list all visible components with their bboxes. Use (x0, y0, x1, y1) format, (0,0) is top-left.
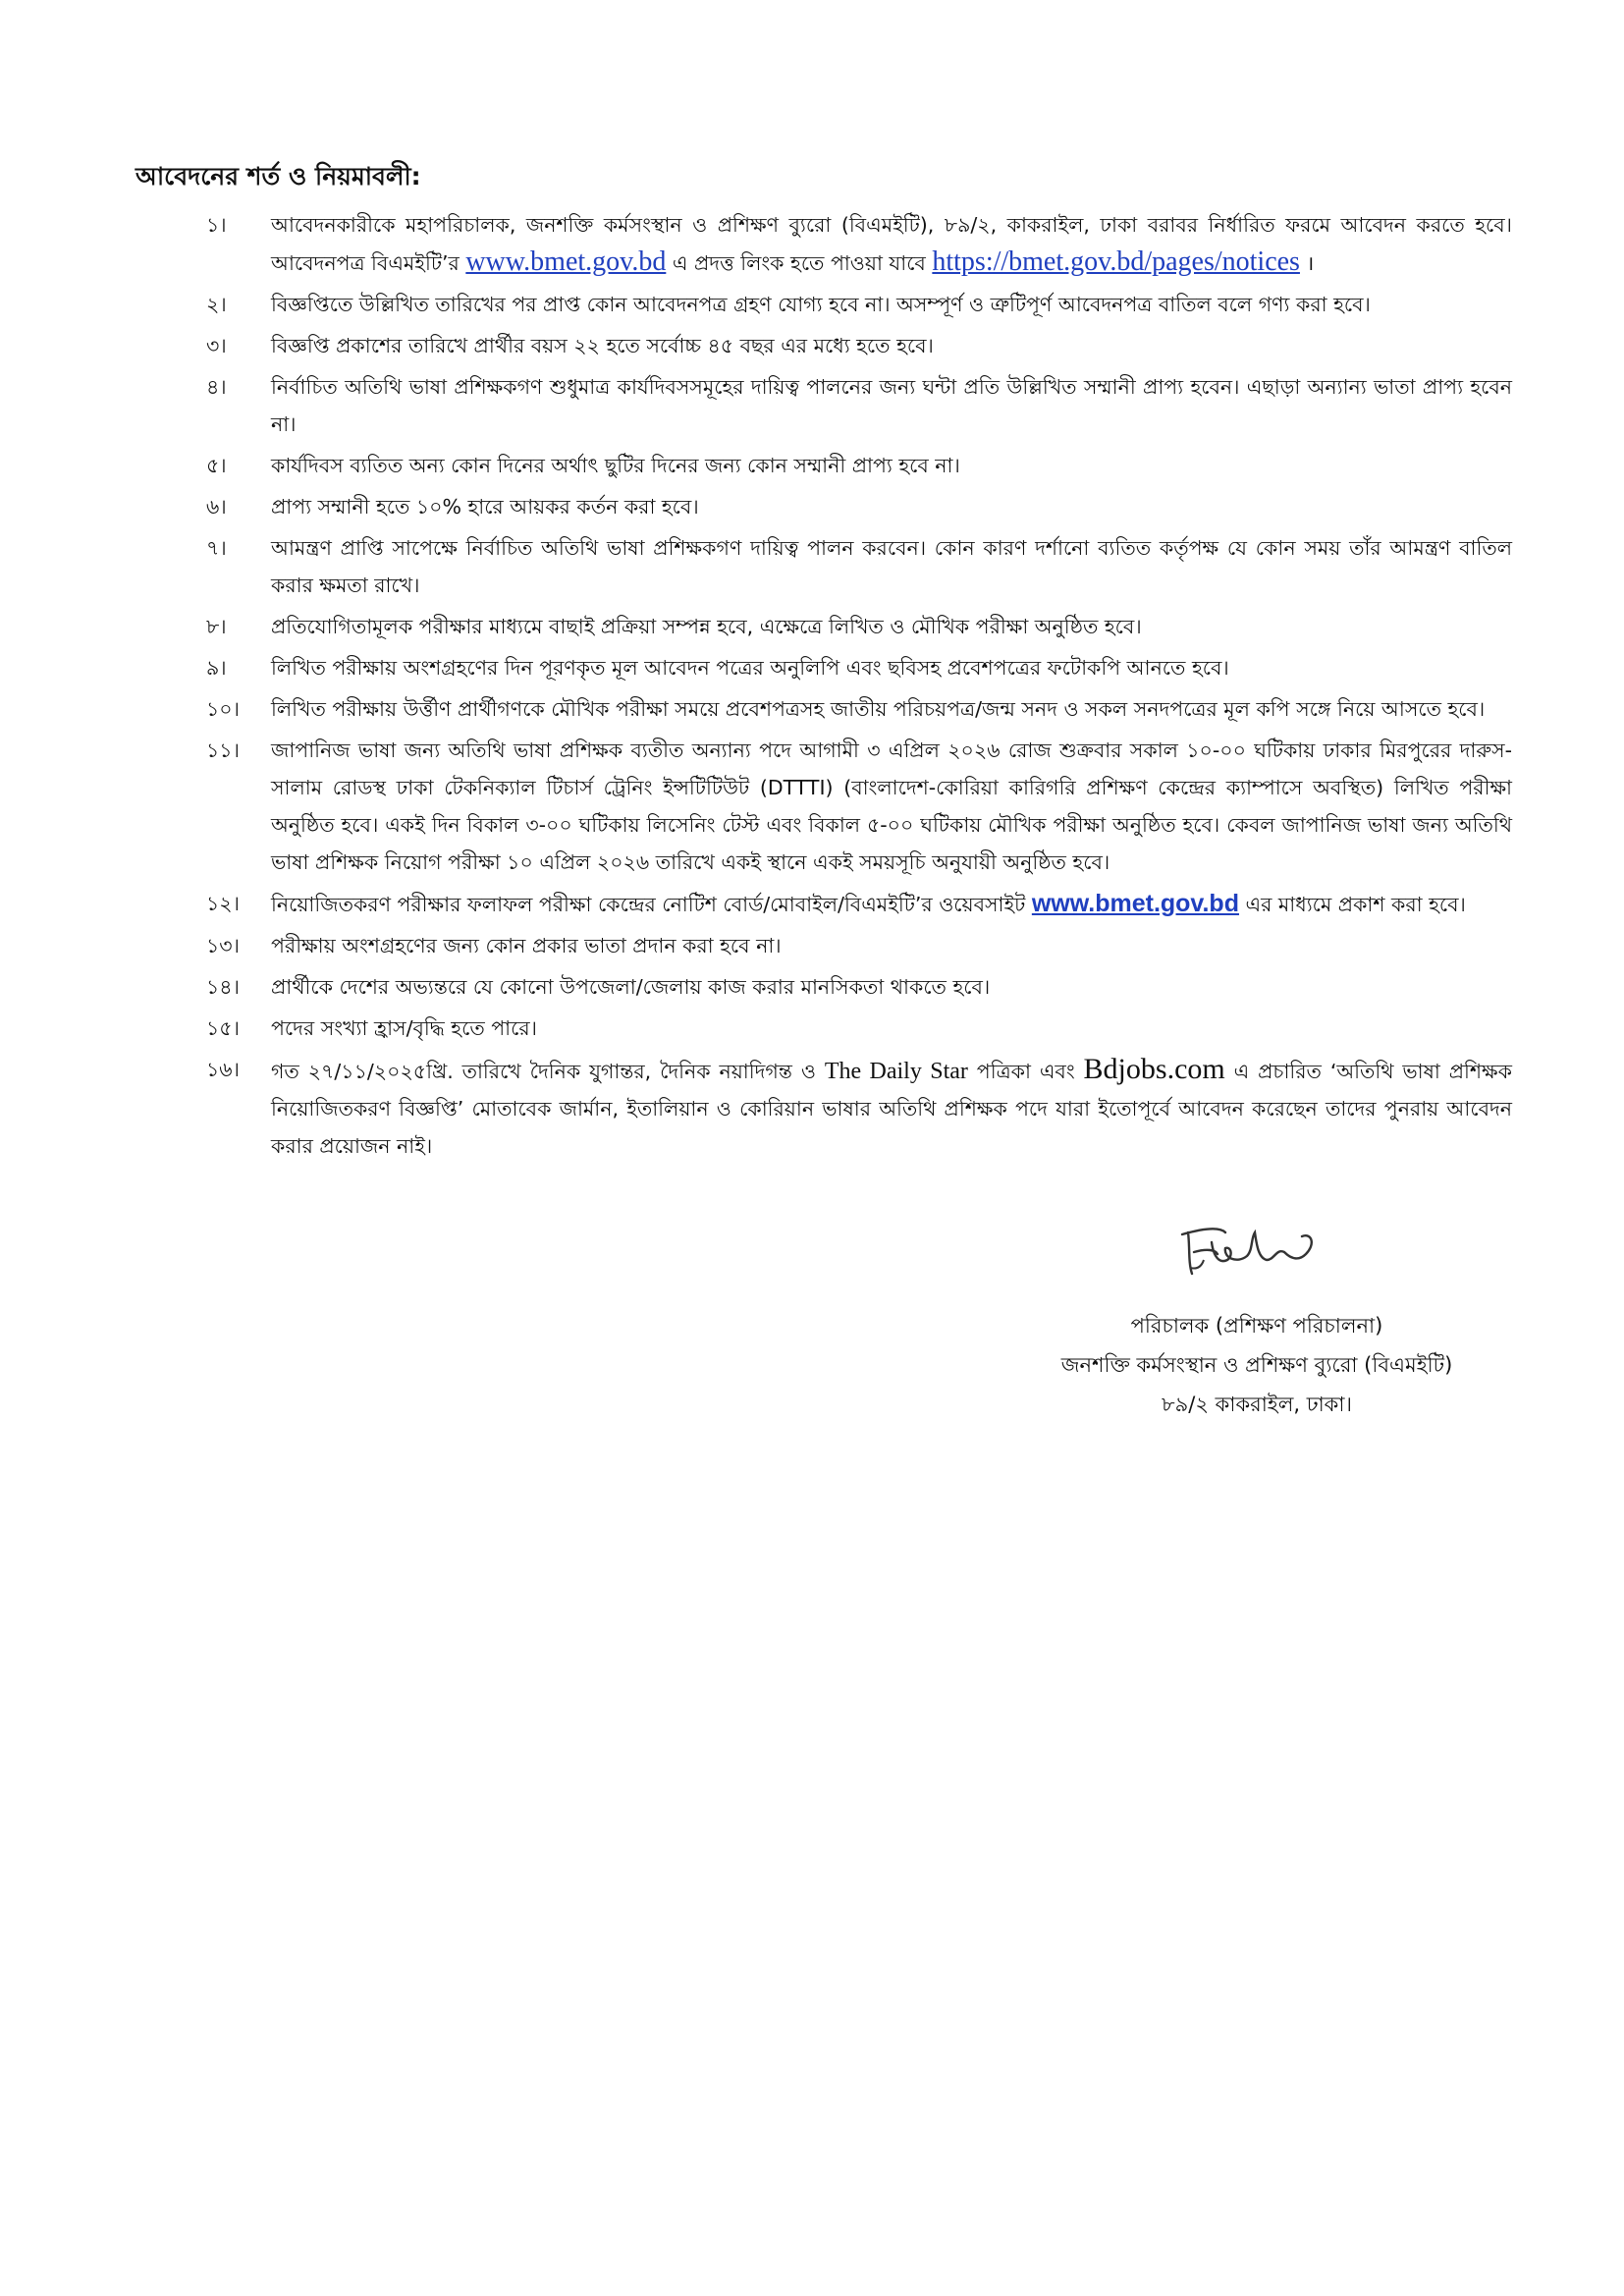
condition-text-part: এ প্রচারিত ‘অতিথি ভাষা প্রশিক্ষক নিয়োজিতকরণ বিজ্ঞপ্তি’ মোতাবেক জার্মান, ইতালিয়ান ও কোরিয়ান ভাষার অতিথি প্রশিক্ষক পদে যারা ইতোপূর্বে আবেদন করেছেন তাদের পুনরায় আবেদন করার প্রয়োজন নাই। (271, 1060, 1513, 1158)
condition-item (206, 447, 1512, 484)
condition-text-part: গত ২৭/১১/২০২৫খ্রি. তারিখে দৈনিক যুগান্তর, দৈনিক নয়াদিগন্ত ও (271, 1060, 825, 1083)
condition-item (206, 927, 1512, 964)
condition-text-part: প্রার্থীকে দেশের অভ্যন্তরে যে কোনো উপজেলা/জেলায় কাজ করার মানসিকতা থাকতে হবে। (271, 975, 991, 999)
condition-text (271, 447, 1512, 484)
condition-item (206, 690, 1512, 728)
condition-text-part: প্রতিযোগিতামূলক পরীক্ষার মাধ্যমে বাছাই প্রক্রিয়া সম্পন্ন হবে, এক্ষেত্রে লিখিত ও মৌখিক পরীক্ষা অনুষ্ঠিত হবে। (271, 615, 1142, 638)
signatory-block (982, 1306, 1532, 1424)
condition-text-part: আমন্ত্রণ প্রাপ্তি সাপেক্ষে নির্বাচিত অতিথি ভাষা প্রশিক্ষকগণ দায়িত্ব পালন করবেন। কোন কারণ দর্শানো ব্যতিত কর্তৃপক্ষ যে কোন সময় তাঁর আমন্ত্রণ বাতিল করার ক্ষমতা রাখে। (271, 536, 1512, 597)
website-link[interactable]: https://bmet.gov.bd/pages/notices (932, 246, 1300, 277)
condition-item (206, 286, 1512, 323)
condition-number: ১৪। (206, 975, 240, 999)
condition-text-part: এর মাধ্যমে প্রকাশ করা হবে। (1238, 893, 1466, 916)
condition-text-part: লিখিত পরীক্ষায় অংশগ্রহণের দিন পূরণকৃত মূল আবেদন পত্রের অনুলিপি এবং ছবিসহ প্রবেশপত্রের ফটোকপি আনতে হবে। (271, 656, 1229, 680)
condition-text-part: প্রাপ্য সম্মানী হতে ১০% হারে আয়কর কর্তন করা হবে। (271, 495, 699, 519)
condition-text-part: বিজ্ঞপ্তিতে উল্লিখিত তারিখের পর প্রাপ্ত কোন আবেদনপত্র গ্রহণ যোগ্য হবে না। অসম্পূর্ণ ও ত্রুটিপূর্ণ আবেদনপত্র বাতিল বলে গণ্য করা হবে। (271, 293, 1371, 316)
condition-text-part: এ প্রদত্ত লিংক হতে পাওয়া যাবে (666, 251, 933, 275)
condition-text (271, 649, 1512, 686)
condition-text-part: নির্বাচিত অতিথি ভাষা প্রশিক্ষকগণ শুধুমাত্র কার্যদিবসসমূহের দায়িত্ব পালনের জন্য ঘন্টা প্রতি উল্লিখিত সম্মানী প্রাপ্য হবেন। এছাড়া অন্যান্য ভাতা প্রাপ্য হবেন না। (271, 375, 1512, 436)
condition-text (271, 885, 1512, 923)
condition-item (206, 885, 1512, 923)
condition-number: ২। (206, 293, 227, 316)
condition-text (271, 608, 1512, 645)
condition-number: ১০। (206, 697, 240, 721)
condition-number: ১১। (206, 738, 240, 762)
condition-text-part: বিজ্ঞপ্তি প্রকাশের তারিখে প্রার্থীর বয়স ২২ হতে সর্বোচ্চ ৪৫ বছর এর মধ্যে হতে হবে। (271, 334, 934, 357)
conditions-list (206, 206, 1512, 1169)
condition-number: ৯। (206, 656, 227, 680)
condition-item (206, 968, 1512, 1006)
signatory-address: ৮৯/২ কাকরাইল, ঢাকা। (1162, 1393, 1352, 1416)
condition-number: ১৬। (206, 1058, 240, 1081)
signatory-title: পরিচালক (প্রশিক্ষণ পরিচালনা) (1130, 1314, 1383, 1338)
condition-text (271, 1010, 1512, 1047)
condition-text (271, 286, 1512, 323)
condition-number: ৭। (206, 536, 227, 560)
condition-item (206, 732, 1512, 881)
condition-text-part: The Daily Star (824, 1059, 968, 1084)
condition-number: ১৫। (206, 1016, 240, 1040)
condition-text (271, 206, 1512, 282)
condition-text (271, 529, 1512, 604)
condition-text-part: পত্রিকা এবং (967, 1060, 1084, 1083)
condition-text-part: পদের সংখ্যা হ্রাস/বৃদ্ধি হতে পারে। (271, 1016, 537, 1040)
condition-text-part: আবেদনকারীকে মহাপরিচালক, জনশক্তি কর্মসংস্থান ও প্রশিক্ষণ ব্যুরো (বিএমইটি), ৮৯/২, কাকরাইল, ঢাকা বরাবর নির্ধারিত ফরমে আবেদন করতে হবে। আবেদনপত্র বিএমইটি’র (271, 213, 1512, 275)
condition-number: ৬। (206, 495, 227, 519)
website-link[interactable]: www.bmet.gov.bd (465, 246, 667, 277)
condition-text-part: । (1299, 251, 1315, 275)
website-link[interactable]: www.bmet.gov.bd (1031, 890, 1239, 917)
page-heading: আবেদনের শর্ত ও নিয়মাবলী: (135, 162, 421, 191)
condition-item (206, 327, 1512, 364)
condition-text (271, 732, 1512, 881)
condition-number: ৫। (206, 454, 227, 477)
condition-text (271, 1051, 1512, 1165)
condition-text (271, 327, 1512, 364)
condition-item (206, 488, 1512, 525)
condition-text-part: লিখিত পরীক্ষায় উর্ত্তীণ প্রার্থীগণকে মৌখিক পরীক্ষা সময়ে প্রবেশপত্রসহ জাতীয় পরিচয়পত্র/জন্ম সনদ ও সকল সনদপত্রের মূল কপি সঙ্গে নিয়ে আসতে হবে। (271, 697, 1486, 721)
condition-text-part: কার্যদিবস ব্যতিত অন্য কোন দিনের অর্থাৎ ছুটির দিনের জন্য কোন সম্মানী প্রাপ্য হবে না। (271, 454, 960, 477)
condition-text (271, 968, 1512, 1006)
condition-text (271, 368, 1512, 443)
condition-item (206, 529, 1512, 604)
condition-text (271, 488, 1512, 525)
signature-image (1168, 1203, 1335, 1291)
condition-item (206, 1051, 1512, 1165)
signatory-organization: জনশক্তি কর্মসংস্থান ও প্রশিক্ষণ ব্যুরো (বিএমইটি) (1060, 1353, 1453, 1377)
condition-number: ৪। (206, 375, 227, 399)
condition-text (271, 927, 1512, 964)
condition-item (206, 649, 1512, 686)
condition-number: ৩। (206, 334, 227, 357)
condition-item (206, 206, 1512, 282)
condition-item (206, 608, 1512, 645)
condition-text-part: জাপানিজ ভাষা জন্য অতিথি ভাষা প্রশিক্ষক ব্যতীত অন্যান্য পদে আগামী ৩ এপ্রিল ২০২৬ রোজ শুক্রবার সকাল ১০-০০ ঘটিকায় ঢাকার মিরপুরের দারুস-সালাম রোডস্থ ঢাকা টেকনিক্যাল টিচার্স ট্রেনিং ইন্সটিটিউট (DTTTI) (বাংলাদেশ-কোরিয়া কারিগরি প্রশিক্ষণ কেন্দ্রের ক্যাম্পাসে অবস্থিত) লিখিত পরীক্ষা অনুষ্ঠিত হবে। একই দিন বিকাল ৩-০০ ঘটিকায় লিসেনিং টেস্ট এবং বিকাল ৫-০০ ঘটিকায় মৌখিক পরীক্ষা অনুষ্ঠিত হবে। কেবল জাপানিজ ভাষা জন্য অতিথি ভাষা প্রশিক্ষক নিয়োগ পরীক্ষা ১০ এপ্রিল ২০২৬ তারিখে একই স্থানে একই সময়সূচি অনুযায়ী অনুষ্ঠিত হবে। (271, 738, 1512, 874)
condition-number: ১২। (206, 892, 240, 915)
condition-text (271, 690, 1512, 728)
condition-number: ৮। (206, 615, 227, 638)
condition-number: ১৩। (206, 934, 240, 957)
condition-item (206, 368, 1512, 443)
condition-number: ১। (206, 213, 227, 237)
condition-text-part: পরীক্ষায় অংশগ্রহণের জন্য কোন প্রকার ভাতা প্রদান করা হবে না। (271, 934, 782, 957)
condition-text-part: নিয়োজিতকরণ পরীক্ষার ফলাফল পরীক্ষা কেন্দ্রের নোটিশ বোর্ড/মোবাইল/বিএমইটি’র ওয়েবসাইট (271, 893, 1032, 916)
condition-text-part: Bdjobs.com (1083, 1053, 1225, 1085)
condition-item (206, 1010, 1512, 1047)
